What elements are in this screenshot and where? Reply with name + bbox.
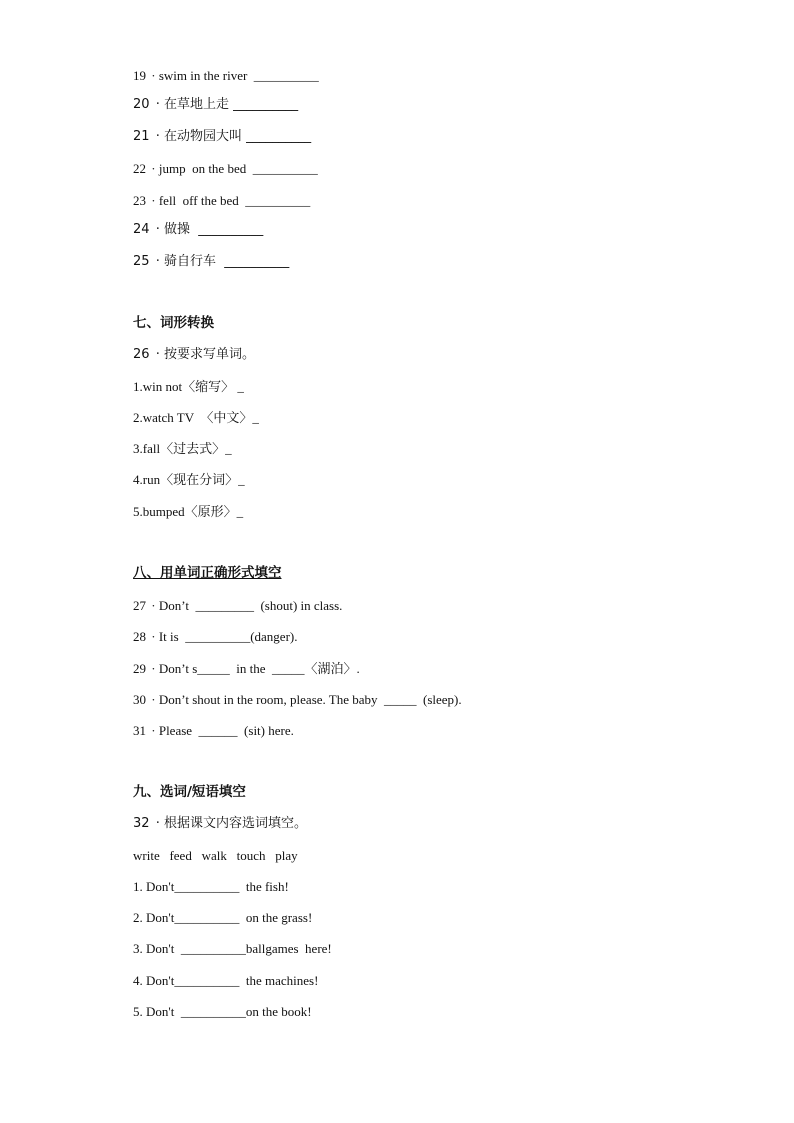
question-31: 31 · Please ______ (sit) here. [133,723,294,738]
question-21: 21 · 在动物园大叫 __________ [133,129,312,144]
section-heading-eight: 八、用单词正确形式填空 [133,565,282,581]
question-24: 24 · 做操 __________ [133,222,264,237]
sub-item: 1.win not〈缩写〉 _ [133,379,244,394]
sub-item: 5.bumped〈原形〉_ [133,504,244,519]
question-23: 23 · fell off the bed __________ [133,193,311,208]
question-25: 25 · 骑自行车 __________ [133,254,290,269]
sub-item: 5. Don't __________on the book! [133,1004,312,1019]
question-28: 28 · It is __________(danger). [133,629,298,644]
question-27: 27 · Don’t _________ (shout) in class. [133,598,343,613]
word-bank: write feed walk touch play [133,848,298,863]
sub-item: 2. Don't__________ on the grass! [133,910,313,925]
question-29: 29 · Don’t s_____ in the _____〈湖泊〉. [133,661,360,676]
sub-item: 2.watch TV 〈中文〉_ [133,410,259,425]
sub-item: 4. Don't__________ the machines! [133,973,319,988]
section-heading-nine: 九、选词/短语填空 [133,784,246,800]
question-26: 26 · 按要求写单词。 [133,347,255,362]
sub-item: 1. Don't__________ the fish! [133,879,289,894]
question-30: 30 · Don’t shout in the room, please. The baby _____ (sleep). [133,692,462,707]
sub-item: 4.run〈现在分词〉_ [133,472,245,487]
question-20: 20 · 在草地上走 __________ [133,97,299,112]
section-heading-seven: 七、词形转换 [133,315,214,331]
sub-item: 3.fall〈过去式〉_ [133,441,232,456]
question-32: 32 · 根据课文内容选词填空。 [133,816,307,831]
question-22: 22 · jump on the bed __________ [133,161,318,176]
sub-item: 3. Don't __________ballgames here! [133,941,332,956]
question-19: 19 · swim in the river __________ [133,68,319,83]
